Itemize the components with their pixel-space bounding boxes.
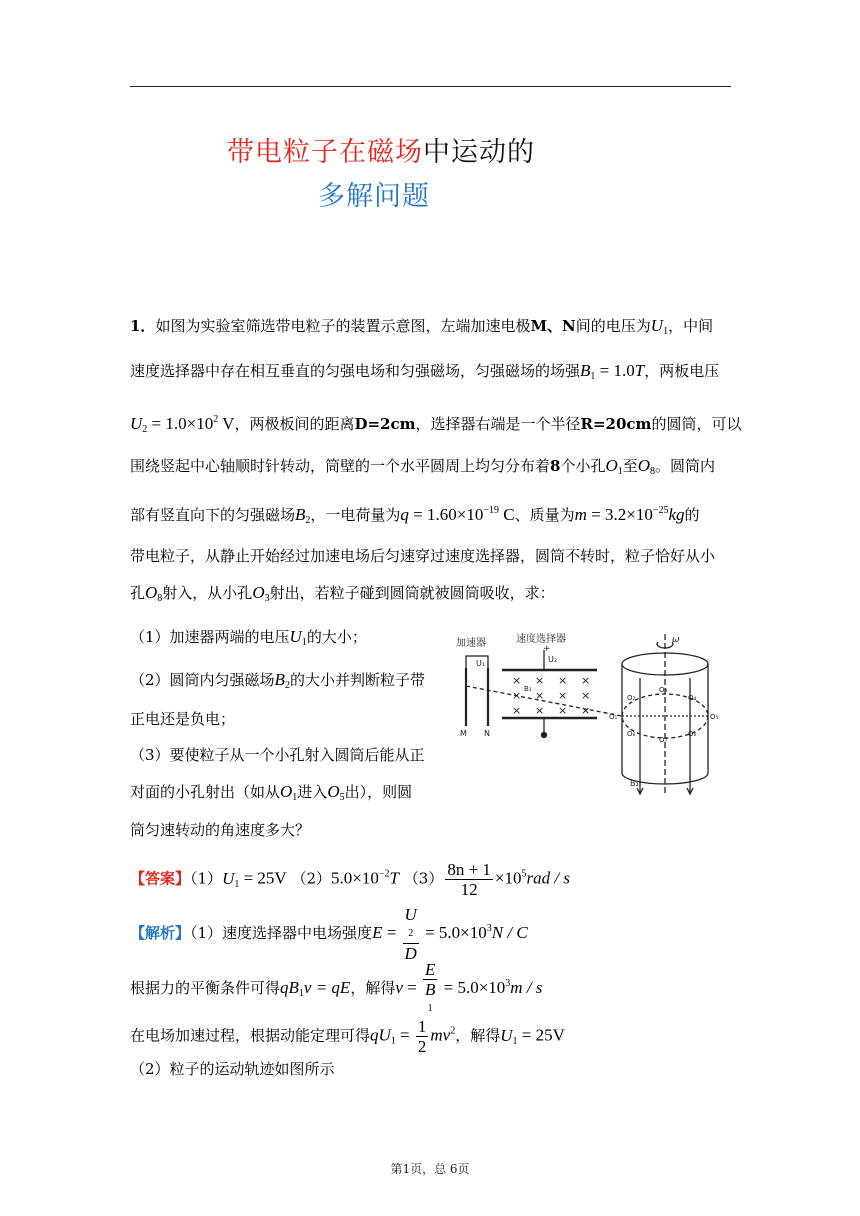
value: = 5.0×10 — [439, 978, 506, 997]
field-cross: × — [512, 704, 522, 717]
text: 射出，若粒子碰到圆筒就被圆筒吸收，求： — [269, 584, 555, 602]
text: （1） — [190, 869, 223, 888]
sub: 1 — [292, 792, 298, 803]
sub: 1 — [234, 878, 240, 890]
hole-O6: O₆ — [688, 730, 697, 738]
sym: O — [637, 456, 651, 475]
value: ×10 — [494, 868, 522, 888]
value: = 3.2×10 — [586, 505, 653, 524]
hole-O5: O₅ — [710, 713, 719, 721]
denominator: D — [404, 944, 417, 963]
text: （1）加速器两端的电压 — [130, 628, 290, 646]
label-B1: B₁ — [524, 685, 532, 693]
unit: rad / s — [526, 868, 570, 888]
value: = 1.0×10 — [147, 414, 214, 433]
field-cross: × — [535, 689, 545, 702]
text: ，一电荷量为 — [310, 506, 401, 524]
sub: 1 — [590, 371, 596, 382]
sub: 1 — [298, 988, 304, 999]
analysis-line-4: （2）粒子的运动轨迹如图所示 — [130, 1060, 335, 1078]
sub: 1 — [301, 637, 307, 648]
question-3-line-2 — [130, 782, 412, 808]
sym: qU — [370, 1025, 391, 1045]
unit: T — [634, 361, 645, 380]
apparatus-figure — [452, 628, 734, 798]
unit: kg — [668, 505, 685, 524]
text: 。圆筒内 — [655, 457, 716, 475]
sub: 2 — [305, 515, 311, 526]
unit: T — [389, 868, 399, 888]
sym: E — [372, 923, 383, 942]
field-cross: × — [558, 704, 568, 717]
magnetic-field-crosses — [512, 674, 590, 717]
text: 在电场加速过程，根据动能定理可得 — [130, 1026, 371, 1045]
sym: qB — [280, 978, 299, 997]
sym: U — [404, 905, 417, 924]
problem-line-3 — [130, 410, 741, 440]
text: 出），则圆 — [344, 783, 413, 801]
sym: m — [574, 505, 587, 524]
math-O3 — [252, 583, 269, 602]
title-red: 带电粒子在磁场 — [227, 137, 423, 168]
sym: q — [400, 505, 409, 524]
text: ，解得 — [350, 979, 396, 997]
text: 对面的小孔射出（如从 — [130, 783, 281, 801]
sym: mv — [430, 1025, 451, 1045]
hole-O2: O₂ — [627, 694, 636, 702]
op: = — [382, 923, 401, 942]
sub: 1 — [617, 466, 623, 477]
sub: 8 — [650, 466, 656, 477]
exp: 5 — [521, 868, 527, 880]
text: 如图为实验室筛选带电粒子的装置示意图，左端加速电极 — [155, 317, 531, 335]
fraction — [416, 1017, 429, 1056]
math-U1 — [500, 1026, 517, 1045]
math-U1 — [222, 869, 239, 888]
text: D=2cm — [354, 415, 416, 433]
unit: N / C — [491, 923, 528, 942]
problem-number: 1． — [130, 317, 156, 335]
text: M、N — [530, 317, 576, 335]
exp: 2 — [450, 1025, 456, 1037]
numerator — [403, 905, 419, 944]
unit: V — [218, 414, 235, 433]
value: = 25V — [517, 1025, 565, 1045]
selector-terminal — [542, 733, 547, 738]
sub: 2 — [408, 928, 414, 939]
math-O8 — [638, 456, 655, 475]
text: 根据力的平衡条件可得 — [130, 979, 281, 997]
math-O5 — [327, 782, 344, 801]
question-3-line-1: （3）要使粒子从一个小孔射入圆筒后能从正 — [130, 746, 425, 764]
hole-O4: O₄ — [688, 694, 697, 702]
math-U1 — [290, 627, 307, 646]
denominator: 2 — [417, 1037, 427, 1056]
text: ，两板电压 — [644, 362, 720, 380]
sym: O — [145, 583, 158, 602]
text: 进入 — [297, 783, 328, 801]
problem-line-2 — [130, 361, 719, 387]
title-black: 中运动的 — [423, 137, 535, 168]
sym: O — [327, 782, 340, 801]
sub: 1 — [390, 1035, 396, 1047]
sym: v — [395, 978, 403, 997]
text: 的大小； — [306, 628, 367, 646]
sym: B — [274, 670, 285, 689]
exp: −25 — [652, 505, 669, 516]
label-N: N — [484, 729, 490, 738]
math-O1 — [280, 782, 297, 801]
sym: U — [500, 1025, 513, 1045]
label-accelerator: 加速器 — [456, 638, 486, 649]
problem-line-7 — [130, 583, 555, 609]
math-O1 — [605, 456, 622, 475]
sym: B — [424, 980, 436, 999]
sym: O — [605, 456, 618, 475]
text: ，解得 — [455, 1026, 501, 1045]
sym: U — [650, 316, 664, 335]
math-B2 — [275, 670, 290, 689]
top-rule — [130, 86, 731, 87]
question-2-line-2: 正电还是负电； — [130, 710, 236, 728]
denominator: 12 — [460, 880, 478, 899]
hole-O3: O₃ — [659, 686, 668, 694]
page-footer: 第1页，总 6页 — [390, 1162, 470, 1176]
text: 的圆筒，可以 — [651, 415, 742, 433]
sub: 1 — [512, 1035, 518, 1047]
sym: v = qE — [303, 978, 351, 997]
sub: 2 — [284, 680, 290, 691]
text: 的大小并判断粒子带 — [289, 671, 425, 689]
label-selector: 速度选择器 — [516, 634, 566, 645]
text: （3） — [403, 869, 444, 888]
numerator: 1 — [417, 1017, 427, 1036]
label-B2: B₂ — [630, 779, 639, 788]
fraction — [445, 860, 493, 899]
sub: 1 — [427, 1003, 433, 1014]
text: 射入，从小孔 — [162, 584, 253, 602]
label-U1: U₁ — [476, 659, 486, 668]
unit: C — [499, 505, 515, 524]
label-omega: ω — [672, 635, 680, 645]
text: 至 — [622, 457, 638, 475]
text: 速度选择器中存在相互垂直的匀强电场和匀强磁场，匀强磁场的场强 — [130, 362, 581, 380]
question-1 — [130, 627, 367, 653]
problem-line-1 — [130, 316, 713, 342]
sym: U — [289, 627, 302, 646]
denominator — [423, 980, 437, 1018]
question-2-line-1 — [130, 670, 425, 696]
text: （2）圆筒内匀强磁场 — [130, 671, 275, 689]
math-U2 — [130, 414, 147, 433]
label-plus: + — [543, 644, 551, 654]
field-cross: × — [581, 674, 591, 687]
field-cross: × — [535, 674, 545, 687]
unit: m / s — [510, 978, 543, 997]
label-U2: U₂ — [548, 655, 558, 664]
op: = — [402, 978, 421, 997]
sym: B — [295, 505, 306, 524]
text: R=20cm — [580, 415, 652, 433]
hole-O1: O₁ — [609, 713, 618, 721]
text: 围绕竖起中心轴顺时针转动，筒壁的一个水平圆周上均匀分布着 — [130, 457, 551, 475]
value: = 1.0 — [595, 361, 635, 380]
doc-title-line1 — [227, 130, 535, 169]
fraction — [403, 905, 419, 963]
value: = 1.60×10 — [408, 505, 484, 524]
field-cross: × — [581, 704, 591, 717]
numerator: E — [424, 960, 436, 979]
sub: 2 — [142, 424, 148, 435]
math-U1 — [651, 316, 668, 335]
field-cross: × — [512, 689, 522, 702]
exp: −19 — [483, 505, 499, 516]
analysis-line-1 — [130, 905, 528, 963]
hole-O8: O₈ — [627, 730, 636, 738]
text: ，选择器右端是一个半径 — [415, 415, 581, 433]
value: = 5.0×10 — [420, 923, 487, 942]
value: 5.0×10 — [331, 868, 379, 888]
sub: 1 — [663, 326, 669, 337]
field-cross: × — [558, 674, 568, 687]
text: 部有竖直向下的匀强磁场 — [130, 506, 296, 524]
value: = 25V — [239, 868, 287, 888]
sym: O — [252, 583, 265, 602]
sym: U — [130, 414, 143, 433]
analysis-label: 【解析】 — [130, 924, 191, 942]
math-B1 — [580, 361, 595, 380]
problem-line-5 — [130, 501, 700, 531]
doc-title-line2: 多解问题 — [318, 181, 430, 212]
field-cross: × — [535, 704, 545, 717]
problem-line-4 — [130, 456, 715, 482]
text: 孔 — [130, 584, 146, 602]
sub: 8 — [157, 593, 163, 604]
sub: 5 — [339, 792, 345, 803]
question-3-line-3: 筒匀速转动的角速度多大？ — [130, 821, 311, 839]
answer-line — [130, 860, 570, 899]
text: 的 — [684, 506, 700, 524]
sym: B — [580, 361, 591, 380]
text: （2） — [291, 869, 332, 888]
text: ，两极板间的距离 — [234, 415, 355, 433]
text: ，中间 — [668, 317, 714, 335]
field-cross: × — [558, 689, 568, 702]
math-B2 — [295, 505, 310, 524]
sym: O — [280, 782, 293, 801]
op: = — [395, 1025, 414, 1045]
text: 个小孔 — [560, 457, 606, 475]
fraction — [423, 960, 437, 1018]
sub: 3 — [264, 593, 270, 604]
hole-O7: O₇ — [659, 736, 668, 744]
text: 8 — [550, 457, 561, 475]
text: 间的电压为 — [575, 317, 651, 335]
field-cross: × — [512, 674, 522, 687]
exp: 3 — [505, 978, 511, 989]
numerator: 8n + 1 — [447, 860, 491, 879]
answer-label: 【答案】 — [130, 869, 191, 888]
math-O8 — [145, 583, 162, 602]
exp: 3 — [486, 923, 492, 934]
label-M: M — [460, 729, 467, 738]
exp: 2 — [213, 414, 219, 425]
sym: U — [222, 868, 235, 888]
field-cross: × — [581, 689, 591, 702]
analysis-line-2 — [130, 960, 542, 1018]
problem-line-6: 带电粒子，从静止开始经过加速电场后匀速穿过速度选择器，圆筒不转时，粒子恰好从小 — [130, 547, 716, 565]
analysis-line-3 — [130, 1017, 565, 1056]
exp: −2 — [378, 868, 390, 880]
text: 、质量为 — [514, 506, 575, 524]
text: （1）速度选择器中电场强度 — [190, 924, 373, 942]
